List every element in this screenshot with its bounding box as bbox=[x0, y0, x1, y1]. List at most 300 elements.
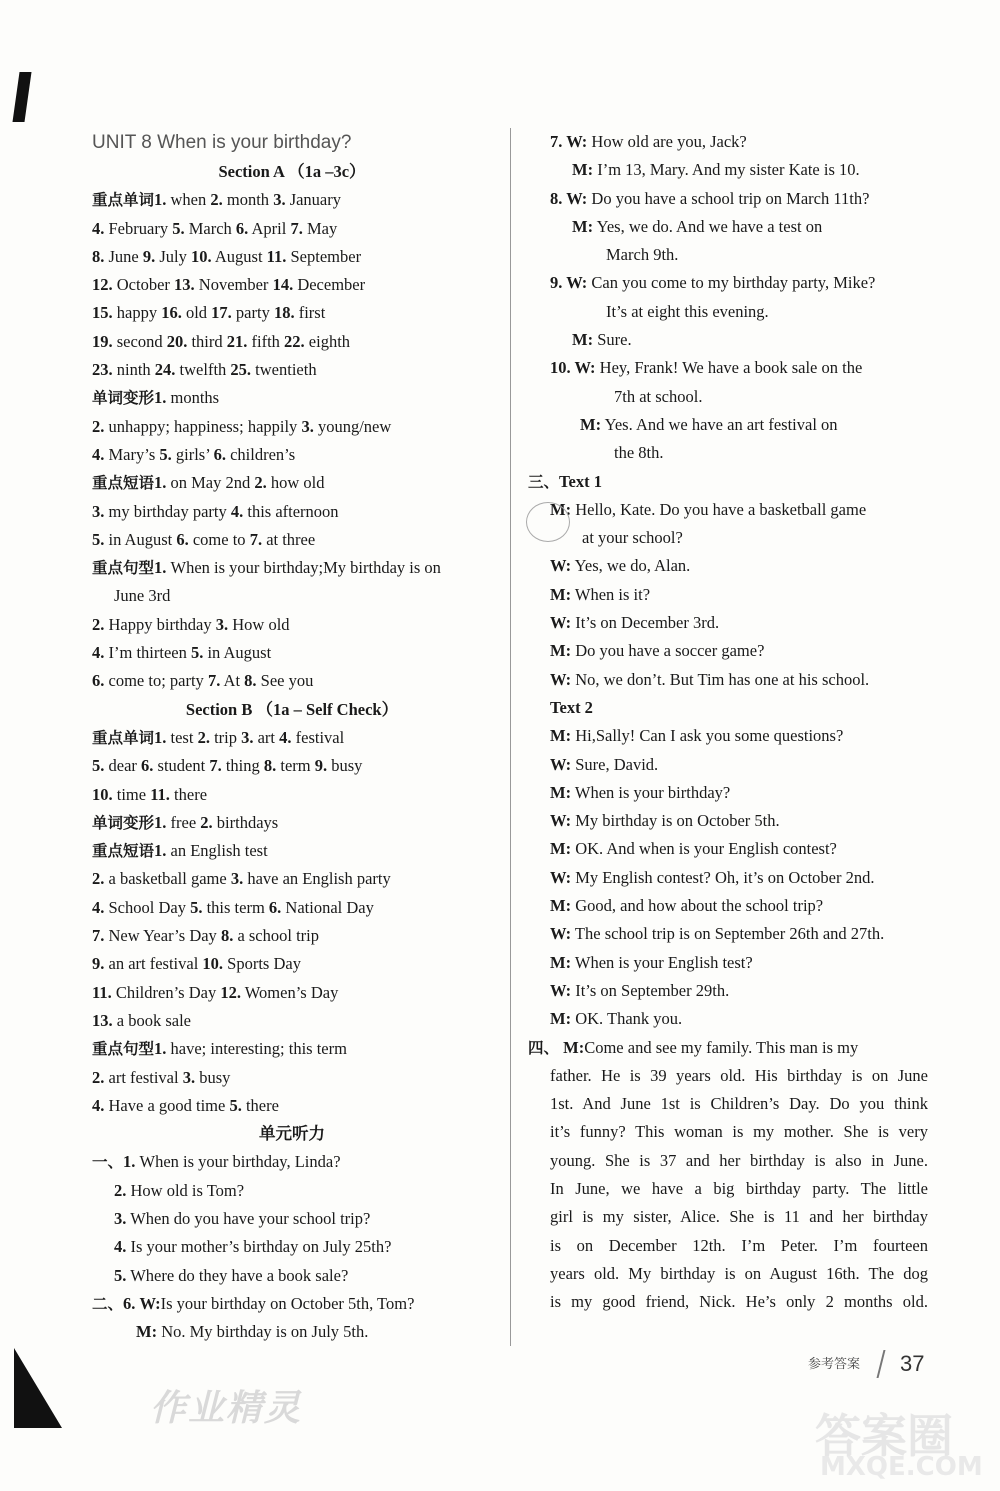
answer-text: free bbox=[166, 812, 201, 832]
answer-text: months bbox=[166, 388, 220, 408]
answer-text: in August bbox=[203, 643, 272, 663]
answer-line bbox=[528, 156, 928, 184]
answer-text: busy bbox=[195, 1067, 231, 1087]
answer-text: an English test bbox=[166, 841, 268, 861]
answer-text: there bbox=[169, 784, 208, 804]
item-number: 3. bbox=[215, 614, 229, 634]
answer-line bbox=[92, 554, 492, 582]
answer-text: June 3rd bbox=[114, 586, 171, 606]
item-number: 2. bbox=[210, 190, 223, 210]
item-number: M: bbox=[572, 216, 594, 236]
answer-text: How old bbox=[228, 614, 290, 634]
item-number: 23. bbox=[92, 360, 113, 380]
category-label: 四、 bbox=[528, 1038, 560, 1057]
unit-title: UNIT 8 When is your birthday? bbox=[92, 132, 352, 153]
category-label: 三、 bbox=[528, 472, 560, 491]
answer-text: I’m 13, Mary. And my sister Kate is 10. bbox=[593, 160, 860, 180]
item-number: 3. bbox=[230, 869, 244, 889]
answer-line bbox=[92, 186, 492, 214]
item-number: 12. bbox=[220, 982, 241, 1002]
item-number: 2. bbox=[92, 416, 105, 436]
answer-text: art bbox=[253, 727, 280, 747]
answer-text: busy bbox=[327, 756, 363, 776]
item-number: 1. bbox=[154, 812, 167, 832]
item-number: 10. W: bbox=[550, 358, 596, 378]
item-number: 3. bbox=[182, 1067, 196, 1087]
answer-text: month bbox=[222, 190, 274, 210]
answer-text: My English contest? Oh, it’s on October 2nd. bbox=[571, 867, 875, 887]
item-number: M: bbox=[580, 414, 602, 434]
answer-line bbox=[528, 920, 928, 948]
item-number: W: bbox=[550, 669, 572, 689]
answer-line bbox=[92, 1092, 492, 1120]
right-lines bbox=[528, 128, 928, 1316]
item-number: 11. bbox=[266, 246, 287, 266]
item-number: 1. bbox=[154, 388, 167, 408]
item-number: 6. bbox=[235, 218, 249, 238]
item-number: 1. bbox=[154, 190, 167, 210]
answer-text: In June, we have a big birthday party. The little bbox=[550, 1178, 928, 1198]
item-number: W: bbox=[550, 980, 572, 1000]
item-number: M: bbox=[550, 896, 572, 916]
item-number: W: bbox=[550, 867, 572, 887]
item-number: M: bbox=[550, 641, 572, 661]
passage-line bbox=[528, 1203, 928, 1231]
answer-text: Sports Day bbox=[223, 954, 301, 974]
answer-text: at your school? bbox=[582, 528, 683, 548]
answer-text: Yes, we do. And we have a test on bbox=[593, 216, 823, 236]
answer-text: August bbox=[211, 246, 267, 266]
answer-text: a book sale bbox=[112, 1010, 191, 1030]
answer-text: party bbox=[231, 303, 274, 323]
answer-text: art festival bbox=[104, 1067, 183, 1087]
item-number: 3. bbox=[273, 190, 286, 210]
passage-line bbox=[528, 1147, 928, 1175]
item-number: 24. bbox=[154, 360, 176, 380]
answer-text: the 8th. bbox=[614, 443, 664, 463]
item-number: 3. bbox=[92, 501, 105, 521]
category-label: 重点单词 bbox=[92, 191, 155, 210]
answer-line bbox=[92, 498, 492, 526]
item-number: 7. bbox=[209, 756, 222, 776]
category-label: 二、 bbox=[92, 1294, 124, 1313]
item-number: 2. bbox=[254, 473, 267, 493]
answer-line bbox=[92, 299, 492, 327]
item-number: 13. bbox=[174, 275, 195, 295]
answer-text: twentieth bbox=[251, 360, 317, 380]
answer-line bbox=[528, 468, 928, 496]
right-column bbox=[528, 128, 928, 1316]
answer-text: dear bbox=[104, 756, 142, 776]
answer-text: happy bbox=[112, 303, 162, 323]
answer-line bbox=[92, 469, 492, 497]
item-number: M: bbox=[550, 952, 572, 972]
item-number: 7. bbox=[207, 671, 221, 691]
item-number: 1. bbox=[154, 473, 167, 493]
answer-text: have; interesting; this term bbox=[166, 1039, 347, 1059]
answer-line bbox=[92, 865, 492, 893]
category-label: 重点句型 bbox=[92, 1040, 155, 1059]
answer-line bbox=[92, 1205, 492, 1233]
answer-text: Come and see my family. This man is my bbox=[584, 1037, 859, 1057]
item-number: 6. bbox=[92, 671, 105, 691]
answer-text: Mary’s bbox=[104, 444, 160, 464]
left-lines bbox=[92, 158, 492, 1346]
answer-line bbox=[92, 639, 492, 667]
answer-line bbox=[92, 1233, 492, 1261]
answer-text: Women’s Day bbox=[240, 982, 339, 1002]
answer-text: twelfth bbox=[175, 360, 231, 380]
answer-line bbox=[92, 328, 492, 356]
item-number: 2. bbox=[92, 1067, 105, 1087]
item-number: 3. bbox=[114, 1208, 127, 1228]
answer-text: National Day bbox=[281, 897, 374, 917]
answer-line bbox=[92, 837, 492, 865]
answer-line bbox=[528, 807, 928, 835]
answer-line bbox=[528, 581, 928, 609]
item-number: 4. bbox=[92, 444, 105, 464]
answer-line bbox=[528, 609, 928, 637]
section-heading: Section A （1a –3c） bbox=[218, 162, 366, 181]
item-number: 14. bbox=[272, 275, 294, 295]
passage-line bbox=[528, 1090, 928, 1118]
answer-line bbox=[92, 1148, 492, 1176]
item-number: M: bbox=[550, 1009, 572, 1029]
answer-line bbox=[92, 526, 492, 554]
answer-line bbox=[92, 752, 492, 780]
answer-line bbox=[92, 215, 492, 243]
item-number: 6. bbox=[268, 897, 282, 917]
item-number: M: bbox=[572, 330, 594, 350]
answer-line bbox=[528, 1034, 928, 1062]
answer-text: January bbox=[285, 190, 342, 210]
page-number: 37 bbox=[900, 1351, 925, 1376]
answer-line bbox=[92, 922, 492, 950]
answer-line bbox=[528, 326, 928, 354]
item-number: 8. bbox=[244, 671, 257, 691]
answer-text: term bbox=[276, 756, 315, 776]
answer-line bbox=[92, 441, 492, 469]
watermark-site-url: MXQE.COM bbox=[820, 1452, 983, 1482]
answer-text: my birthday party bbox=[104, 501, 231, 521]
answer-line bbox=[528, 269, 928, 297]
answer-line bbox=[528, 439, 928, 467]
answer-line bbox=[528, 892, 928, 920]
answer-line bbox=[528, 835, 928, 863]
item-number: 6. bbox=[176, 529, 189, 549]
category-label: 单词变形 bbox=[92, 389, 155, 408]
item-number: 2. bbox=[92, 614, 105, 634]
answer-text: Have a good time bbox=[104, 1095, 230, 1115]
answer-text: Is your birthday on October 5th, Tom? bbox=[160, 1293, 415, 1313]
item-number: 4. bbox=[92, 218, 105, 238]
answer-text: this term bbox=[202, 897, 269, 917]
item-number: 19. bbox=[92, 331, 113, 351]
answer-text: Hi,Sally! Can I ask you some questions? bbox=[571, 726, 844, 746]
item-number: W: bbox=[550, 613, 572, 633]
item-number: 6. bbox=[141, 756, 154, 776]
item-number: M: bbox=[550, 839, 572, 859]
item-number: 8. bbox=[92, 246, 105, 266]
answer-text: September bbox=[286, 246, 362, 266]
answer-text: July bbox=[155, 246, 192, 266]
answer-text: is on December 12th. I’m Peter. I’m fourteen bbox=[550, 1235, 928, 1255]
item-number: 4. bbox=[92, 1095, 105, 1115]
item-number: M: bbox=[550, 782, 572, 802]
answer-text: in August bbox=[104, 529, 177, 549]
category-label: 单词变形 bbox=[92, 813, 155, 832]
answer-text: girl is my sister, Alice. She is 11 and her birthday bbox=[550, 1207, 928, 1227]
category-label: 重点短语 bbox=[92, 474, 155, 493]
answer-line bbox=[92, 271, 492, 299]
answer-line bbox=[92, 1318, 492, 1346]
answer-text: OK. And when is your English contest? bbox=[571, 839, 837, 859]
answer-text: Hello, Kate. Do you have a basketball game bbox=[571, 499, 867, 519]
answer-text: father. He is 39 years old. His birthday is on June bbox=[550, 1065, 928, 1085]
answer-text: on May 2nd bbox=[166, 473, 255, 493]
item-number: M: bbox=[559, 1037, 585, 1057]
item-number: 15. bbox=[92, 303, 113, 323]
answer-text: When is your birthday;My birthday is on bbox=[166, 558, 441, 578]
answer-text: a school trip bbox=[233, 926, 320, 946]
answer-text: When do you have your school trip? bbox=[126, 1208, 371, 1228]
section-heading: 单元听力 bbox=[259, 1124, 325, 1144]
passage-line bbox=[528, 1260, 928, 1288]
answer-text: It’s on December 3rd. bbox=[571, 613, 720, 633]
answer-text: girls’ bbox=[171, 444, 214, 464]
answer-text: Sure, David. bbox=[571, 754, 659, 774]
answer-text: this afternoon bbox=[243, 501, 339, 521]
item-number: 1. bbox=[154, 841, 167, 861]
answer-text: young. She is 37 and her birthday is also in June. bbox=[550, 1150, 928, 1170]
answer-line bbox=[92, 582, 492, 610]
section-heading: Section B （1a – Self Check） bbox=[185, 699, 399, 719]
item-number: M: bbox=[572, 160, 594, 180]
answer-line bbox=[528, 666, 928, 694]
answer-text: fifth bbox=[247, 331, 285, 351]
answer-text: is my good friend, Nick. He’s only 2 months old. bbox=[550, 1292, 928, 1312]
answer-line bbox=[528, 864, 928, 892]
answer-line bbox=[92, 894, 492, 922]
answer-line bbox=[528, 552, 928, 580]
answer-line bbox=[92, 356, 492, 384]
answer-text: an art festival bbox=[104, 954, 203, 974]
answer-line bbox=[528, 241, 928, 269]
item-number: 8. W: bbox=[550, 188, 588, 208]
answer-line bbox=[92, 809, 492, 837]
item-number: 1. bbox=[123, 1152, 136, 1172]
item-number: W: bbox=[550, 754, 572, 774]
answer-line bbox=[528, 524, 928, 552]
item-number: M: bbox=[550, 499, 572, 519]
answer-line bbox=[528, 779, 928, 807]
item-number: M: bbox=[136, 1322, 158, 1342]
item-number: 4. bbox=[230, 501, 244, 521]
answer-text: it’s funny? This woman is my mother. She is very bbox=[550, 1122, 928, 1142]
item-number: 9. W: bbox=[550, 273, 588, 293]
answer-text: trip bbox=[209, 727, 242, 747]
answer-text: young/new bbox=[313, 416, 392, 436]
answer-text: Yes, we do, Alan. bbox=[571, 556, 691, 576]
item-number: W: bbox=[550, 556, 572, 576]
answer-text: Do you have a soccer game? bbox=[571, 641, 765, 661]
answer-text: April bbox=[248, 218, 291, 238]
answer-text: New Year’s Day bbox=[104, 926, 221, 946]
item-number: 5. bbox=[159, 444, 172, 464]
answer-text: December bbox=[293, 275, 366, 295]
answer-line bbox=[528, 496, 928, 524]
answer-text: eighth bbox=[304, 331, 351, 351]
footer-label: 参考答案 bbox=[808, 1357, 861, 1372]
answer-text: Sure. bbox=[593, 330, 632, 350]
item-number: 10. bbox=[202, 954, 224, 974]
item-number: 25. bbox=[230, 360, 252, 380]
item-number: 4. bbox=[114, 1237, 127, 1257]
column-divider bbox=[510, 128, 511, 1346]
answer-text: How old are you, Jack? bbox=[587, 132, 747, 151]
answer-line bbox=[528, 694, 928, 722]
item-number: W: bbox=[550, 811, 572, 831]
answer-text: a basketball game bbox=[104, 869, 231, 889]
passage-line bbox=[528, 1175, 928, 1203]
answer-line bbox=[528, 1005, 928, 1033]
item-number: 2. bbox=[197, 727, 210, 747]
corner-mark-top bbox=[12, 72, 31, 122]
answer-line bbox=[528, 185, 928, 213]
answer-text: how old bbox=[266, 473, 325, 493]
answer-text: children’s bbox=[225, 444, 296, 464]
answer-text: time bbox=[112, 784, 151, 804]
answer-line bbox=[92, 1035, 492, 1063]
answer-line bbox=[92, 384, 492, 412]
answer-text: third bbox=[187, 331, 227, 351]
answer-line bbox=[92, 979, 492, 1007]
item-number: 5. bbox=[190, 897, 203, 917]
answer-text: test bbox=[166, 727, 198, 747]
item-number: M: bbox=[550, 584, 572, 604]
answer-text: I’m thirteen bbox=[104, 643, 191, 663]
item-number: 22. bbox=[284, 331, 305, 351]
item-number: 5. bbox=[114, 1265, 127, 1285]
item-number: 5. bbox=[229, 1095, 242, 1115]
answer-text: It’s at eight this evening. bbox=[606, 301, 769, 321]
passage-line bbox=[528, 1118, 928, 1146]
answer-text: OK. Thank you. bbox=[571, 1009, 683, 1029]
item-number: 1. bbox=[154, 1039, 167, 1059]
item-number: 8. bbox=[263, 756, 277, 776]
answer-line bbox=[92, 667, 492, 695]
answer-text: ninth bbox=[112, 360, 155, 380]
item-number: 9. bbox=[142, 246, 156, 266]
item-number: 13. bbox=[92, 1010, 113, 1030]
category-label: 重点短语 bbox=[92, 842, 155, 861]
answer-line bbox=[528, 949, 928, 977]
answer-line bbox=[92, 1290, 492, 1318]
passage-line bbox=[528, 1288, 928, 1316]
item-number: 4. bbox=[92, 897, 105, 917]
answer-text: When is your birthday, Linda? bbox=[135, 1152, 341, 1172]
answer-line bbox=[92, 243, 492, 271]
answer-line bbox=[92, 781, 492, 809]
answer-text: Children’s Day bbox=[111, 982, 221, 1002]
seal-stamp bbox=[526, 499, 572, 542]
answer-text: old bbox=[181, 303, 212, 323]
answer-text: when bbox=[166, 190, 211, 210]
item-number: 7. bbox=[290, 218, 303, 238]
left-column bbox=[92, 128, 492, 1346]
item-number: 2. bbox=[200, 812, 213, 832]
item-number: M: bbox=[550, 726, 572, 746]
item-number: 8. bbox=[220, 926, 234, 946]
answer-line bbox=[92, 1262, 492, 1290]
answer-line bbox=[528, 722, 928, 750]
answer-text: See you bbox=[256, 671, 314, 691]
answer-text: No, we don’t. But Tim has one at his school. bbox=[571, 669, 870, 689]
item-number: 1. bbox=[154, 727, 167, 747]
answer-text: March bbox=[184, 218, 236, 238]
answer-text: 1st. And June 1st is Children’s Day. Do you think bbox=[550, 1094, 928, 1114]
answer-line bbox=[528, 977, 928, 1005]
item-number: Text 2 bbox=[550, 697, 593, 717]
answer-text: come to; party bbox=[104, 671, 208, 691]
answer-text: there bbox=[241, 1095, 279, 1115]
answer-line bbox=[528, 213, 928, 241]
watermark-logo-right: 答案圈 bbox=[815, 1409, 953, 1463]
answer-text: November bbox=[194, 275, 273, 295]
item-number: 11. bbox=[92, 982, 112, 1002]
category-label: 一、 bbox=[92, 1153, 124, 1172]
corner-mark-bottom bbox=[14, 1348, 62, 1428]
answer-line bbox=[92, 1177, 492, 1205]
answer-text: Do you have a school trip on March 11th? bbox=[587, 188, 870, 208]
item-number: 7. bbox=[92, 926, 105, 946]
item-number: 6. bbox=[213, 444, 226, 464]
answer-line bbox=[92, 413, 492, 441]
item-number: Text 1 bbox=[559, 471, 602, 491]
answer-line bbox=[92, 724, 492, 752]
item-number: 2. bbox=[114, 1180, 127, 1200]
answer-text: Is your mother’s birthday on July 25th? bbox=[126, 1237, 392, 1257]
answer-line bbox=[92, 611, 492, 639]
category-label: 重点单词 bbox=[92, 728, 155, 747]
answer-text: My birthday is on October 5th. bbox=[571, 811, 780, 831]
answer-text: at three bbox=[262, 529, 316, 549]
answer-text: 7th at school. bbox=[614, 386, 703, 406]
answer-text: Where do they have a book sale? bbox=[126, 1265, 349, 1285]
answer-line bbox=[528, 751, 928, 779]
category-label: 重点句型 bbox=[92, 559, 155, 578]
item-number: 21. bbox=[226, 331, 248, 351]
item-number: 6. W: bbox=[123, 1293, 161, 1313]
answer-text: How old is Tom? bbox=[126, 1180, 245, 1200]
answer-text: October bbox=[112, 275, 175, 295]
item-number: 5. bbox=[172, 218, 185, 238]
answer-text: student bbox=[153, 756, 210, 776]
answer-text: have an English party bbox=[243, 869, 391, 889]
answer-text: Can you come to my birthday party, Mike? bbox=[587, 273, 876, 293]
item-number: 18. bbox=[273, 303, 295, 323]
item-number: 12. bbox=[92, 275, 113, 295]
answer-text: March 9th. bbox=[606, 245, 679, 265]
item-number: 4. bbox=[92, 643, 105, 663]
answer-text: June bbox=[104, 246, 143, 266]
answer-text: At bbox=[220, 671, 245, 691]
item-number: W: bbox=[550, 924, 572, 944]
item-number: 17. bbox=[211, 303, 232, 323]
answer-text: Happy birthday bbox=[104, 614, 216, 634]
item-number: 9. bbox=[92, 954, 105, 974]
item-number: 1. bbox=[154, 558, 167, 578]
